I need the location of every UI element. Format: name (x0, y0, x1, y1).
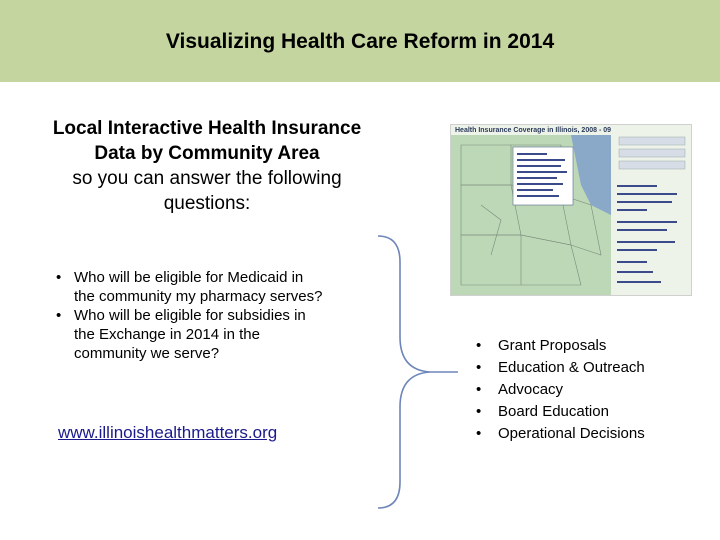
list-item (476, 401, 645, 423)
bullet-icon: • (56, 269, 62, 286)
map-screenshot (450, 124, 692, 296)
bullet-icon: • (476, 403, 482, 420)
list-item (54, 306, 324, 363)
uses-list (476, 335, 645, 445)
use-label: Operational Decisions (498, 425, 645, 442)
list-item (476, 335, 645, 357)
bullet-icon: • (476, 337, 482, 354)
bullet-icon: • (476, 359, 482, 376)
question-list (54, 268, 324, 363)
section-heading (22, 116, 392, 216)
website-link[interactable]: www.illinoishealthmatters.org (58, 423, 278, 442)
bullet-icon: • (476, 425, 482, 442)
list-item (476, 357, 645, 379)
question-text: Who will be eligible for Medicaid in the community my pharmacy serves? (74, 269, 323, 305)
use-label: Grant Proposals (498, 337, 607, 354)
question-text: Who will be eligible for subsidies in the Exchange in 2014 in the community we serve? (74, 307, 306, 362)
use-label: Board Education (498, 403, 609, 420)
heading-line-4: questions: (163, 193, 251, 214)
use-label: Education & Outreach (498, 359, 645, 376)
map-title: Health Insurance Coverage in Illinois, 2008 - 09 (455, 127, 612, 134)
page-title: Visualizing Health Care Reform in 2014 (165, 30, 555, 53)
list-item (54, 268, 324, 306)
heading-line-2: Data by Community Area (94, 143, 320, 164)
map-image-icon (451, 125, 691, 295)
heading-line-1: Local Interactive Health Insurance (52, 118, 362, 139)
bullet-icon: • (56, 307, 62, 324)
list-item (476, 379, 645, 401)
bullet-icon: • (476, 381, 482, 398)
list-item (476, 423, 645, 445)
heading-line-3: so you can answer the following (72, 168, 342, 189)
use-label: Advocacy (498, 381, 564, 398)
